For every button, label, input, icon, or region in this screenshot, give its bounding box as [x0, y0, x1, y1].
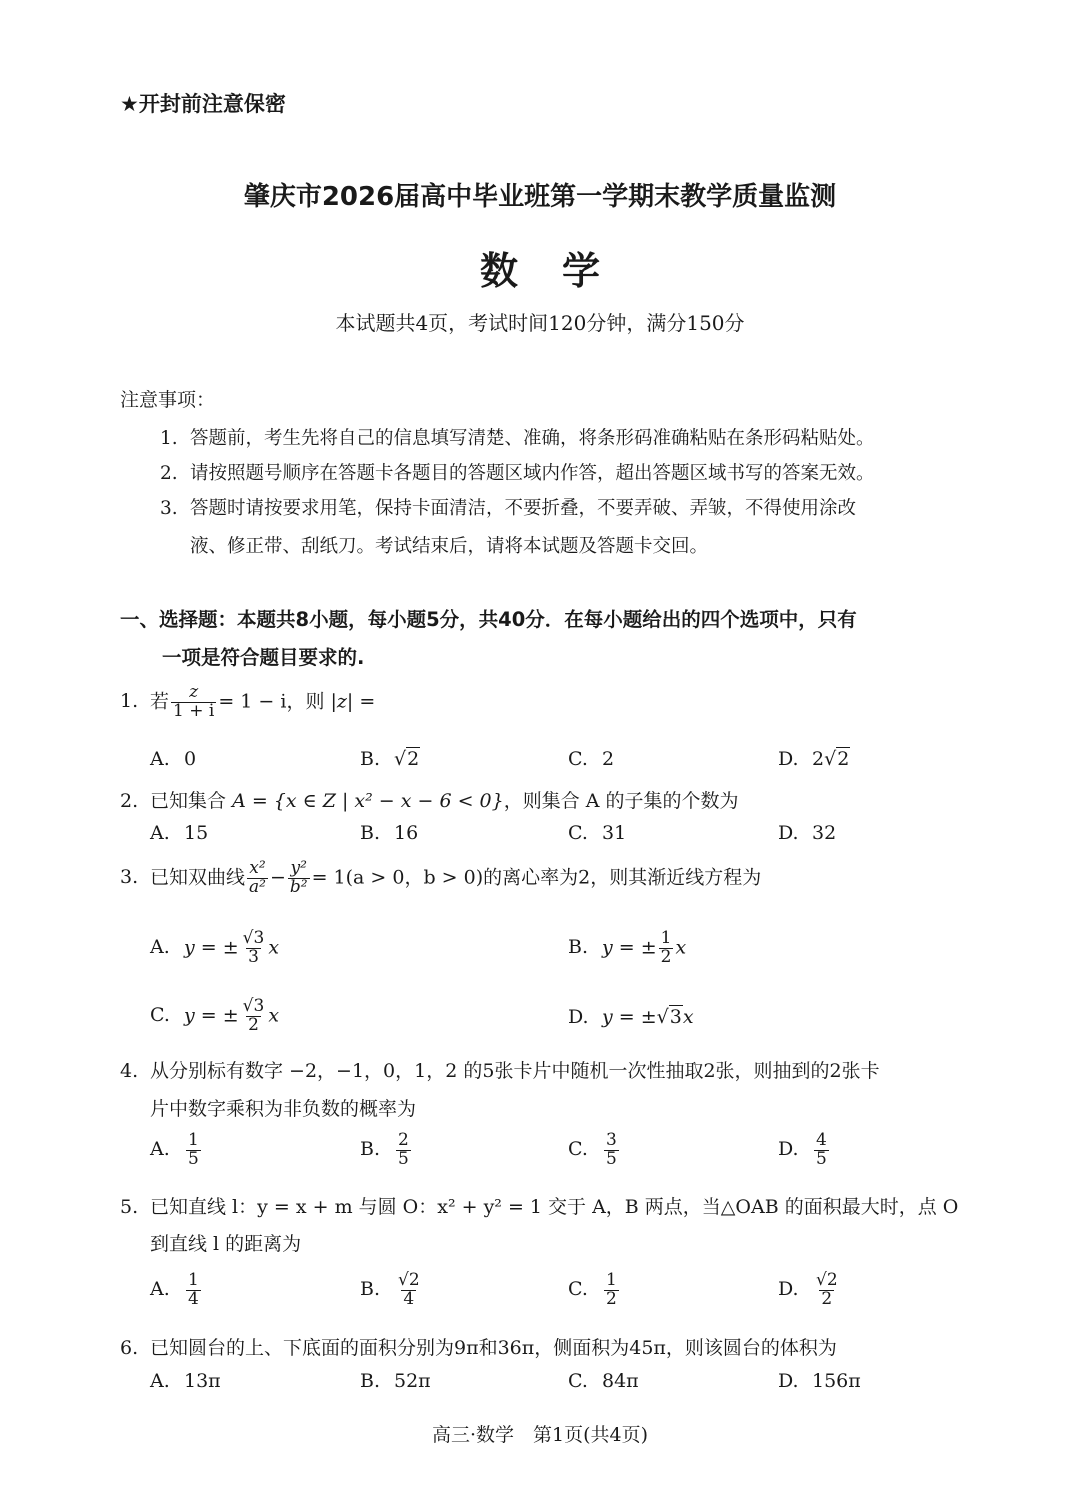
option-b	[360, 1132, 413, 1169]
notice-item	[160, 494, 856, 520]
option-label: C.	[568, 748, 588, 770]
confidential-notice: ★开封前注意保密	[120, 92, 286, 116]
denominator: 2	[248, 1014, 259, 1035]
option-label: A.	[150, 1138, 170, 1161]
fraction	[814, 1132, 829, 1169]
option-text: x	[268, 936, 280, 959]
option-a	[150, 1272, 203, 1309]
option-b	[360, 1272, 424, 1309]
question-num: 2.	[120, 790, 139, 812]
subject-char-1: 数	[479, 249, 518, 293]
option-text: 15	[184, 822, 209, 844]
fraction	[186, 1272, 201, 1309]
option-label: D.	[778, 822, 799, 844]
option-label: D.	[778, 1278, 799, 1301]
question-num: 4.	[120, 1060, 139, 1082]
denominator: a²	[249, 876, 266, 897]
option-c	[150, 998, 279, 1035]
section-heading: 一、选择题：本题共8小题，每小题5分，共40分．在每小题给出的四个选项中，只有	[120, 608, 857, 631]
denominator: 4	[403, 1288, 415, 1309]
numerator: 2	[398, 1130, 409, 1150]
radicand: 2	[837, 748, 850, 770]
option-a	[150, 748, 196, 770]
numerator: 1	[660, 928, 672, 948]
numerator: 3	[606, 1130, 617, 1150]
fraction	[396, 1272, 422, 1309]
fraction	[814, 1272, 840, 1309]
option-text: 31	[602, 822, 627, 844]
option-text: x	[675, 936, 687, 959]
denominator: 5	[816, 1148, 827, 1169]
option-b	[568, 930, 686, 967]
q-text: 从分别标有数字 −2，−1，0，1，2 的5张卡片中随机一次性抽取2张，则抽到的2张卡	[150, 1060, 880, 1082]
option-text: 32	[812, 822, 837, 844]
fraction	[241, 930, 267, 967]
notice-text-cont: 液、修正带、刮纸刀。考试结束后，请将本试题及答题卡交回。	[190, 536, 709, 557]
q-text: 若	[150, 690, 170, 713]
q-text: −	[269, 866, 286, 889]
fraction	[659, 930, 674, 967]
option-text: 84π	[602, 1370, 639, 1392]
option-text: y = ±	[184, 936, 239, 959]
exam-info: 本试题共4页，考试时间120分钟，满分150分	[335, 311, 745, 335]
option-b	[360, 1370, 431, 1392]
numerator: 1	[606, 1270, 617, 1290]
denominator: b²	[289, 876, 308, 897]
option-b	[360, 822, 418, 844]
notice-text: 答题时请按要求用笔，保持卡面清洁，不要折叠，不要弄破、弄皱，不得使用涂改	[190, 498, 857, 519]
notice-heading: 注意事项：	[120, 389, 216, 411]
numerator: 1	[188, 1130, 199, 1150]
exam-title: 肇庆市2026届高中毕业班第一学期末教学质量监测	[243, 182, 837, 212]
numerator: y²	[290, 858, 307, 878]
question-5-cont: 到直线 l 的距离为	[150, 1233, 302, 1255]
option-label: D.	[778, 748, 799, 770]
option-b	[360, 748, 420, 770]
sqrt: √2	[394, 748, 420, 770]
option-label: B.	[360, 1370, 381, 1392]
subject-title	[0, 240, 1080, 295]
option-text: 16	[394, 822, 419, 844]
denominator: 1 + i	[173, 700, 215, 721]
option-label: B.	[360, 748, 381, 770]
radicand: 2	[408, 1270, 420, 1290]
option-d	[568, 1006, 694, 1028]
notice-text: 答题前，考生先将自己的信息填写清楚、准确，将条形码准确粘贴在条形码粘贴处。	[190, 428, 875, 449]
option-d	[778, 822, 836, 844]
option-label: A.	[150, 1370, 170, 1392]
option-d	[778, 1370, 861, 1392]
question-1	[120, 684, 375, 721]
question-5	[120, 1192, 958, 1219]
numerator: 4	[816, 1130, 827, 1150]
q-text: 已知集合	[150, 790, 227, 812]
denominator: 2	[821, 1288, 833, 1309]
notice-text: 请按照题号顺序在答题卡各题目的答题区域内作答，超出答题区域书写的答案无效。	[190, 463, 875, 484]
option-c	[568, 748, 614, 770]
q-text: = 1(a > 0，b > 0)的离心率为2，则其渐近线方程为	[311, 866, 762, 889]
fraction	[247, 860, 268, 897]
question-num: 1.	[120, 690, 139, 713]
q-text: = 1 − i，则	[218, 690, 325, 713]
option-label: A.	[150, 1278, 170, 1301]
option-label: B.	[360, 1138, 381, 1161]
numerator: 1	[188, 1270, 199, 1290]
option-text: 52π	[394, 1370, 431, 1392]
option-label: C.	[568, 1138, 588, 1161]
option-label: D.	[568, 1006, 589, 1028]
option-label: C.	[568, 1370, 588, 1392]
q-text: 已知圆台的上、下底面的面积分别为9π和36π，侧面积为45π，则该圆台的体积为	[150, 1337, 837, 1359]
fraction	[604, 1132, 619, 1169]
option-label: C.	[568, 822, 588, 844]
option-label: A.	[150, 936, 170, 959]
option-text: y = ±	[602, 1006, 657, 1028]
radicand: 3	[253, 996, 265, 1016]
subject-char-2: 学	[562, 249, 601, 293]
radicand: 3	[669, 1006, 682, 1028]
option-d	[778, 1132, 831, 1169]
notice-item	[160, 459, 875, 485]
denominator: 4	[188, 1288, 199, 1309]
denominator: 5	[188, 1148, 199, 1169]
denominator: 5	[398, 1148, 409, 1169]
option-text: x	[682, 1006, 694, 1028]
option-text: x	[268, 1004, 280, 1027]
denominator: 5	[606, 1148, 617, 1169]
numerator: z	[189, 682, 199, 702]
notice-num: 3.	[160, 498, 178, 519]
option-a	[150, 1370, 221, 1392]
option-text: 2	[602, 748, 615, 770]
question-4-cont: 片中数字乘积为非负数的概率为	[150, 1098, 417, 1120]
option-text: y = ±	[602, 936, 657, 959]
notice-num: 2.	[160, 463, 178, 484]
option-label: D.	[778, 1370, 799, 1392]
page-footer: 高三·数学 第1页(共4页)	[431, 1424, 649, 1446]
option-a	[150, 1132, 203, 1169]
option-label: A.	[150, 822, 170, 844]
option-text: 2	[812, 748, 825, 770]
question-num: 6.	[120, 1337, 139, 1359]
q-math: |z| =	[330, 690, 376, 713]
fraction	[241, 998, 267, 1035]
question-6	[120, 1333, 837, 1360]
numerator: √3	[242, 996, 265, 1016]
option-label: D.	[778, 1138, 799, 1161]
question-2	[120, 786, 739, 813]
option-a	[150, 822, 208, 844]
fraction	[396, 1132, 411, 1169]
question-num: 5.	[120, 1196, 139, 1218]
option-a	[150, 930, 279, 967]
radicand: 2	[826, 1270, 838, 1290]
option-d	[778, 1272, 842, 1309]
numerator: x²	[249, 858, 266, 878]
option-label: B.	[568, 936, 589, 959]
notice-item	[160, 424, 875, 450]
q-math: A = {x ∈ Z | x² − x − 6 < 0}	[232, 790, 504, 812]
section-heading-cont: 一项是符合题目要求的.	[162, 646, 365, 669]
question-4	[120, 1056, 880, 1083]
numerator: √2	[816, 1270, 838, 1290]
option-label: B.	[360, 822, 381, 844]
denominator: 2	[606, 1288, 617, 1309]
option-label: C.	[150, 1004, 170, 1027]
q-text: 已知直线 l：y = x + m 与圆 O：x² + y² = 1 交于 A，B 两点，当△OAB 的面积最大时，点 O	[150, 1196, 959, 1218]
option-label: C.	[568, 1278, 588, 1301]
option-c	[568, 1132, 621, 1169]
denominator: 2	[660, 946, 672, 967]
question-3	[120, 860, 761, 897]
fraction	[604, 1272, 619, 1309]
option-label: B.	[360, 1278, 381, 1301]
numerator: √3	[242, 928, 265, 948]
fraction	[288, 860, 310, 897]
q-text: ，则集合 A 的子集的个数为	[503, 790, 739, 812]
option-label: A.	[150, 748, 170, 770]
denominator: 3	[248, 946, 259, 967]
option-text: y = ±	[184, 1004, 239, 1027]
question-num: 3.	[120, 866, 139, 889]
option-c	[568, 1272, 621, 1309]
fraction	[186, 1132, 201, 1169]
option-c	[568, 1370, 639, 1392]
radicand: 3	[253, 928, 265, 948]
option-text: 156π	[812, 1370, 861, 1392]
notice-num: 1.	[160, 428, 178, 449]
q-text: 已知双曲线	[150, 866, 246, 889]
option-c	[568, 822, 626, 844]
option-d	[778, 748, 850, 770]
radicand: 2	[407, 748, 420, 770]
option-text: 13π	[184, 1370, 221, 1392]
fraction	[171, 684, 216, 721]
option-text: 0	[184, 748, 197, 770]
sqrt: √2	[824, 748, 850, 770]
numerator: √2	[398, 1270, 420, 1290]
sqrt: √3	[656, 1006, 682, 1028]
